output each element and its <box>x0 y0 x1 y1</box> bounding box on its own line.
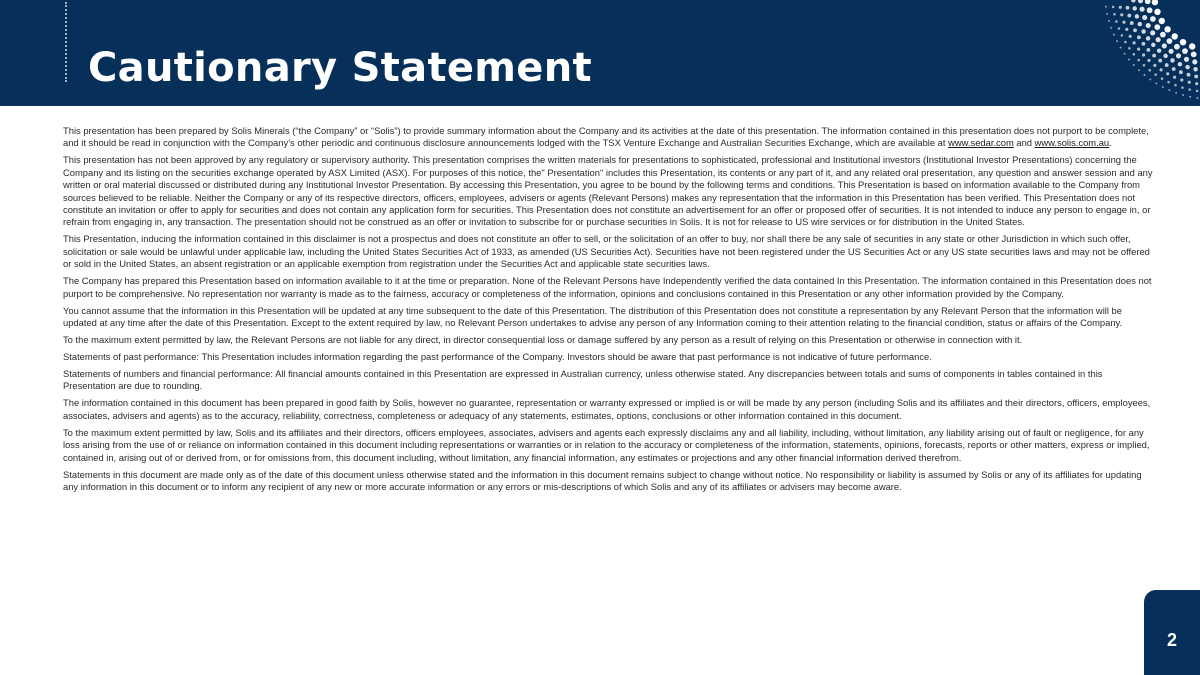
decorative-dot <box>1159 18 1165 24</box>
decorative-dot <box>1140 7 1145 12</box>
decorative-dot <box>1142 15 1147 20</box>
decorative-dot <box>1113 13 1116 16</box>
decorative-dot <box>1168 89 1170 91</box>
decorative-dot <box>1126 6 1130 10</box>
decorative-dot <box>1182 94 1184 96</box>
decorative-dot <box>1112 6 1115 9</box>
paragraph: You cannot assume that the information in this Presentation will be updated at any time subsequent to the date of this Presentation. The distribution of this Presentation does not constitute a representation by any Relevant Person that the information will be updated at any time after the date of this Presentation. Except to the extent required by law, no Relevant Person undertakes to advise any person of any Information coming to their attention relating to the financial condition, status or affairs of the Company. <box>63 304 1123 329</box>
page-number-tab <box>1144 590 1200 675</box>
decorative-dot <box>1105 6 1107 8</box>
decorative-dot <box>1133 53 1136 56</box>
decorative-dot <box>1185 65 1189 69</box>
page-number: 2 <box>1166 630 1177 650</box>
decorative-dot <box>1154 24 1160 30</box>
decorative-dot <box>1141 42 1145 46</box>
decorative-dot <box>1196 97 1198 99</box>
decorative-dot <box>1162 43 1167 48</box>
decorative-dot <box>1174 84 1177 87</box>
decorative-dot <box>1151 43 1155 47</box>
decorative-dot <box>1130 21 1134 25</box>
paragraph: Statements of numbers and financial performance: All financial amounts contained in this Presentation are expressed in Australian currency, unless otherwise stated. Any discrepancies between totals and sums of components in tables contained in this Presentation are due to rounding. <box>63 368 1103 392</box>
paragraph: This presentation has not been approved by any regulatory or supervisory authority. This presentation comprises the written materials for presentations to sophisticated, professional and Institutional investors (Institutional Investor Presentations) concerning the Company and its listing on the securities exchange operated by ASX Limited (ASX). For purposes of this notice, the" Presentation" includes this Presentation, its contents or any part of it, and any related oral presentation, any question and answer session and any written or oral material discussed or distributed during any Institutional Investor Presentation. By accessing this Presentation, you agree to be bound by the following terms and conditions. This Presentation is based on information available to the Company from sources believed to be reliable. Neither the Company or any of its respective directors, officers, employees, advisers or agents (Relevant Persons) makes any representation that the information in this Presentation has been verified. This Presentation does not constitute an invitation or offer to apply for securities and does not contain any application form for securities. This Presentation does not constitute an advertisement for an offer or proposed offer of securities. It is not intended to induce any person to engage in, or refrain from engaging in, any transaction. The presentation should not be construed as an offer or invitation to subscribe for or purchase securities in Solis. It is not for release to US wire services or for distribution in the United States. <box>63 154 1153 228</box>
paragraph: This Presentation, inducing the information contained in this disclaimer is not a prospectus and does not constitute an offer to sell, or the solicitation of an offer to buy, nor shall there be any sale of securities in any state or other Jurisdiction in which such offer, solicitation or sale would be unlawful under applicable law, including the United States Securities Act of 1933, as amended (US Securities Act). Securities have not been registered under the US Securities Act or any US state securities laws and may not be offered or sold in the United States, an absent registration or an applicable exemption from registration under the Securities Act and applicable state securities laws. <box>63 233 1150 270</box>
decorative-dot <box>1120 13 1123 16</box>
decorative-dot <box>1155 82 1157 84</box>
decorative-dot <box>1156 37 1161 42</box>
decorative-dot <box>1166 72 1169 75</box>
decorative-dot <box>1141 29 1145 33</box>
decorative-dot <box>1125 28 1128 31</box>
decorative-dot <box>1188 81 1191 84</box>
decorative-dot <box>1160 68 1163 71</box>
decorative-dot <box>1119 6 1122 9</box>
decorative-dot <box>1145 0 1151 4</box>
decorative-dot <box>1173 76 1176 79</box>
decorative-dot <box>1191 52 1197 58</box>
decorative-dot <box>1106 13 1108 15</box>
disclaimer-body <box>63 125 1153 498</box>
decorative-dot <box>1138 69 1140 71</box>
decorative-dot <box>1121 34 1124 37</box>
decorative-dot <box>1113 34 1115 36</box>
decorative-dot <box>1164 26 1170 32</box>
paragraph: Statements of past performance: This Presentation includes information regarding the past performance of the Company. Investors should be aware that past performance is not indicative of future performance. <box>63 351 932 363</box>
decorative-dot <box>1179 70 1183 74</box>
decorative-dot <box>1167 81 1170 84</box>
dotted-divider <box>65 2 67 82</box>
decorative-dot <box>1180 39 1186 45</box>
paragraph: To the maximum extent permitted by law, the Relevant Persons are not liable for any direct, in director consequential loss or damage suffered by any person as a result of relying on this Presentation or otherwise in connection with it. <box>63 334 1023 346</box>
decorative-dot <box>1188 88 1191 91</box>
decorative-dot <box>1154 9 1160 15</box>
paragraph: The information contained in this document has been prepared in good faith by Solis, however no guarantee, representation or warranty expressed or implied is or will be made by any person (including Solis and its affiliates and their directors, officers, employees, associates, advisers and agents) as to the accuracy, reliability, correctness, completeness or adequacy of any statements, estimates, options, conclusions or other information contained in this document. <box>63 397 1151 421</box>
decorative-dot <box>1169 49 1174 54</box>
decorative-dot <box>1138 22 1142 26</box>
decorative-dot <box>1131 0 1135 3</box>
decorative-dot <box>1146 23 1151 28</box>
decorative-dot <box>1152 0 1158 5</box>
page-title: Cautionary Statement <box>88 45 592 91</box>
sedar-link[interactable]: www.sedar.com <box>948 137 1014 149</box>
decorative-dot <box>1176 53 1181 58</box>
decorative-dot <box>1128 59 1130 61</box>
decorative-dot <box>1153 64 1156 67</box>
decorative-dot <box>1180 78 1183 81</box>
decorative-dot <box>1189 96 1191 98</box>
decorative-dot <box>1189 43 1195 49</box>
decorative-dot <box>1124 41 1127 44</box>
decorative-dot <box>1137 35 1141 39</box>
decorative-dot <box>1160 32 1166 38</box>
decorative-dot <box>1143 64 1146 67</box>
decorative-dot <box>1170 58 1174 62</box>
decorative-dot <box>1154 73 1157 76</box>
decorative-dot <box>1142 53 1145 56</box>
decorative-dot <box>1196 90 1199 93</box>
decorative-dot <box>1150 16 1156 22</box>
dot-pattern-decoration <box>1080 0 1200 106</box>
decorative-dot <box>1124 53 1126 55</box>
decorative-dot <box>1182 48 1188 54</box>
decorative-dot <box>1187 73 1191 77</box>
decorative-dot <box>1150 30 1155 35</box>
decorative-dot <box>1137 48 1140 51</box>
paragraph: The Company has prepared this Presentation based on information available to it at the time or preparation. None of the Relevant Persons have Independently verified the data contained In this Presentation. The information contained in this Presentation does not purport to be comprehensive. No representation nor warranty is made as to the fairness, accuracy or completeness of the information, opinions and conclusions contained in this Presentation or any other information provided by the Company. <box>63 275 1152 299</box>
decorative-dot <box>1172 33 1178 39</box>
decorative-dot <box>1146 48 1150 52</box>
decorative-dot <box>1192 59 1197 64</box>
decorative-dot <box>1108 20 1110 22</box>
decorative-dot <box>1193 67 1197 71</box>
decorative-dot <box>1132 6 1136 10</box>
decorative-dot <box>1120 47 1122 49</box>
paragraph: To the maximum extent permitted by law, Solis and its affiliates and their directors, officers employees, associates, advisers and agents each expressly disclaims any and all liability, including, without limitation, any liability arising out of fault or negligence, for any loss arising from the use of or reliance on information contained in this document including representations or warranties or in relation to the accuracy or completeness of the information, statements, opinions, forecasts, reports or other matters, express or implied, contained in, arising out of or derived from, or for omissions from, this document including, without limitation, any financial information, any estimates or projections and any other financial information derived therefrom. <box>63 426 1150 463</box>
decorative-dot <box>1127 14 1131 18</box>
decorative-dot <box>1115 20 1118 23</box>
decorative-dot <box>1144 74 1146 76</box>
decorative-dot <box>1178 62 1182 66</box>
decorative-dot <box>1165 63 1169 67</box>
decorative-dot <box>1184 57 1189 62</box>
decorative-dot <box>1172 67 1176 71</box>
decorative-dot <box>1195 82 1198 85</box>
decorative-dot <box>1158 59 1162 63</box>
decorative-dot <box>1138 0 1143 3</box>
decorative-dot <box>1133 41 1136 44</box>
slide-header <box>0 0 1200 106</box>
decorative-dot <box>1135 14 1139 18</box>
decorative-dot <box>1147 7 1153 13</box>
decorative-dot <box>1148 69 1151 72</box>
decorative-dot <box>1161 77 1164 80</box>
decorative-dot <box>1110 27 1112 29</box>
decorative-dot <box>1175 92 1177 94</box>
decorative-dot <box>1147 59 1150 62</box>
decorative-dot <box>1181 86 1184 89</box>
decorative-dot <box>1133 28 1137 32</box>
decorative-dot <box>1133 64 1135 66</box>
decorative-dot <box>1149 78 1151 80</box>
paragraph: Statements in this document are made only as of the date of this document unless otherwise stated and the information in this document remains subject to change without notice. No responsibility or liability is assumed by Solis or any of its affiliates for updating any information in this document or to inform any recipient of any new or more accurate information or any errors or mis-descriptions of which Solis and any of its affiliates or advisers may become aware. <box>63 468 1142 493</box>
decorative-dot <box>1129 35 1132 38</box>
decorative-dot <box>1116 40 1118 42</box>
paragraph: This presentation has been prepared by Solis Minerals (“the Company” or “Solis”) to provide summary information about the Company and its activities at the date of this presentation. The information contained in this presentation does not purport to be complete, and it should be read in conjunction with the Company’s other periodic and continuous disclosure announcements lodged with the TSX Venture Exchange and Australian Securities Exchange, which are available at www.sedar.com and www.solis.com.au. <box>63 125 1149 149</box>
solis-website-link[interactable]: www.solis.com.au <box>1034 137 1110 149</box>
decorative-dot <box>1167 38 1173 44</box>
decorative-dot <box>1122 21 1125 24</box>
decorative-dot <box>1157 48 1161 52</box>
decorative-dot <box>1146 36 1150 40</box>
decorative-dot <box>1163 54 1167 58</box>
decorative-dot <box>1194 75 1198 79</box>
decorative-dot <box>1137 59 1140 62</box>
decorative-dot <box>1174 44 1180 50</box>
decorative-dot <box>1128 47 1131 50</box>
decorative-dot <box>1152 54 1156 58</box>
decorative-dot <box>1118 27 1121 30</box>
decorative-dot <box>1162 86 1164 88</box>
